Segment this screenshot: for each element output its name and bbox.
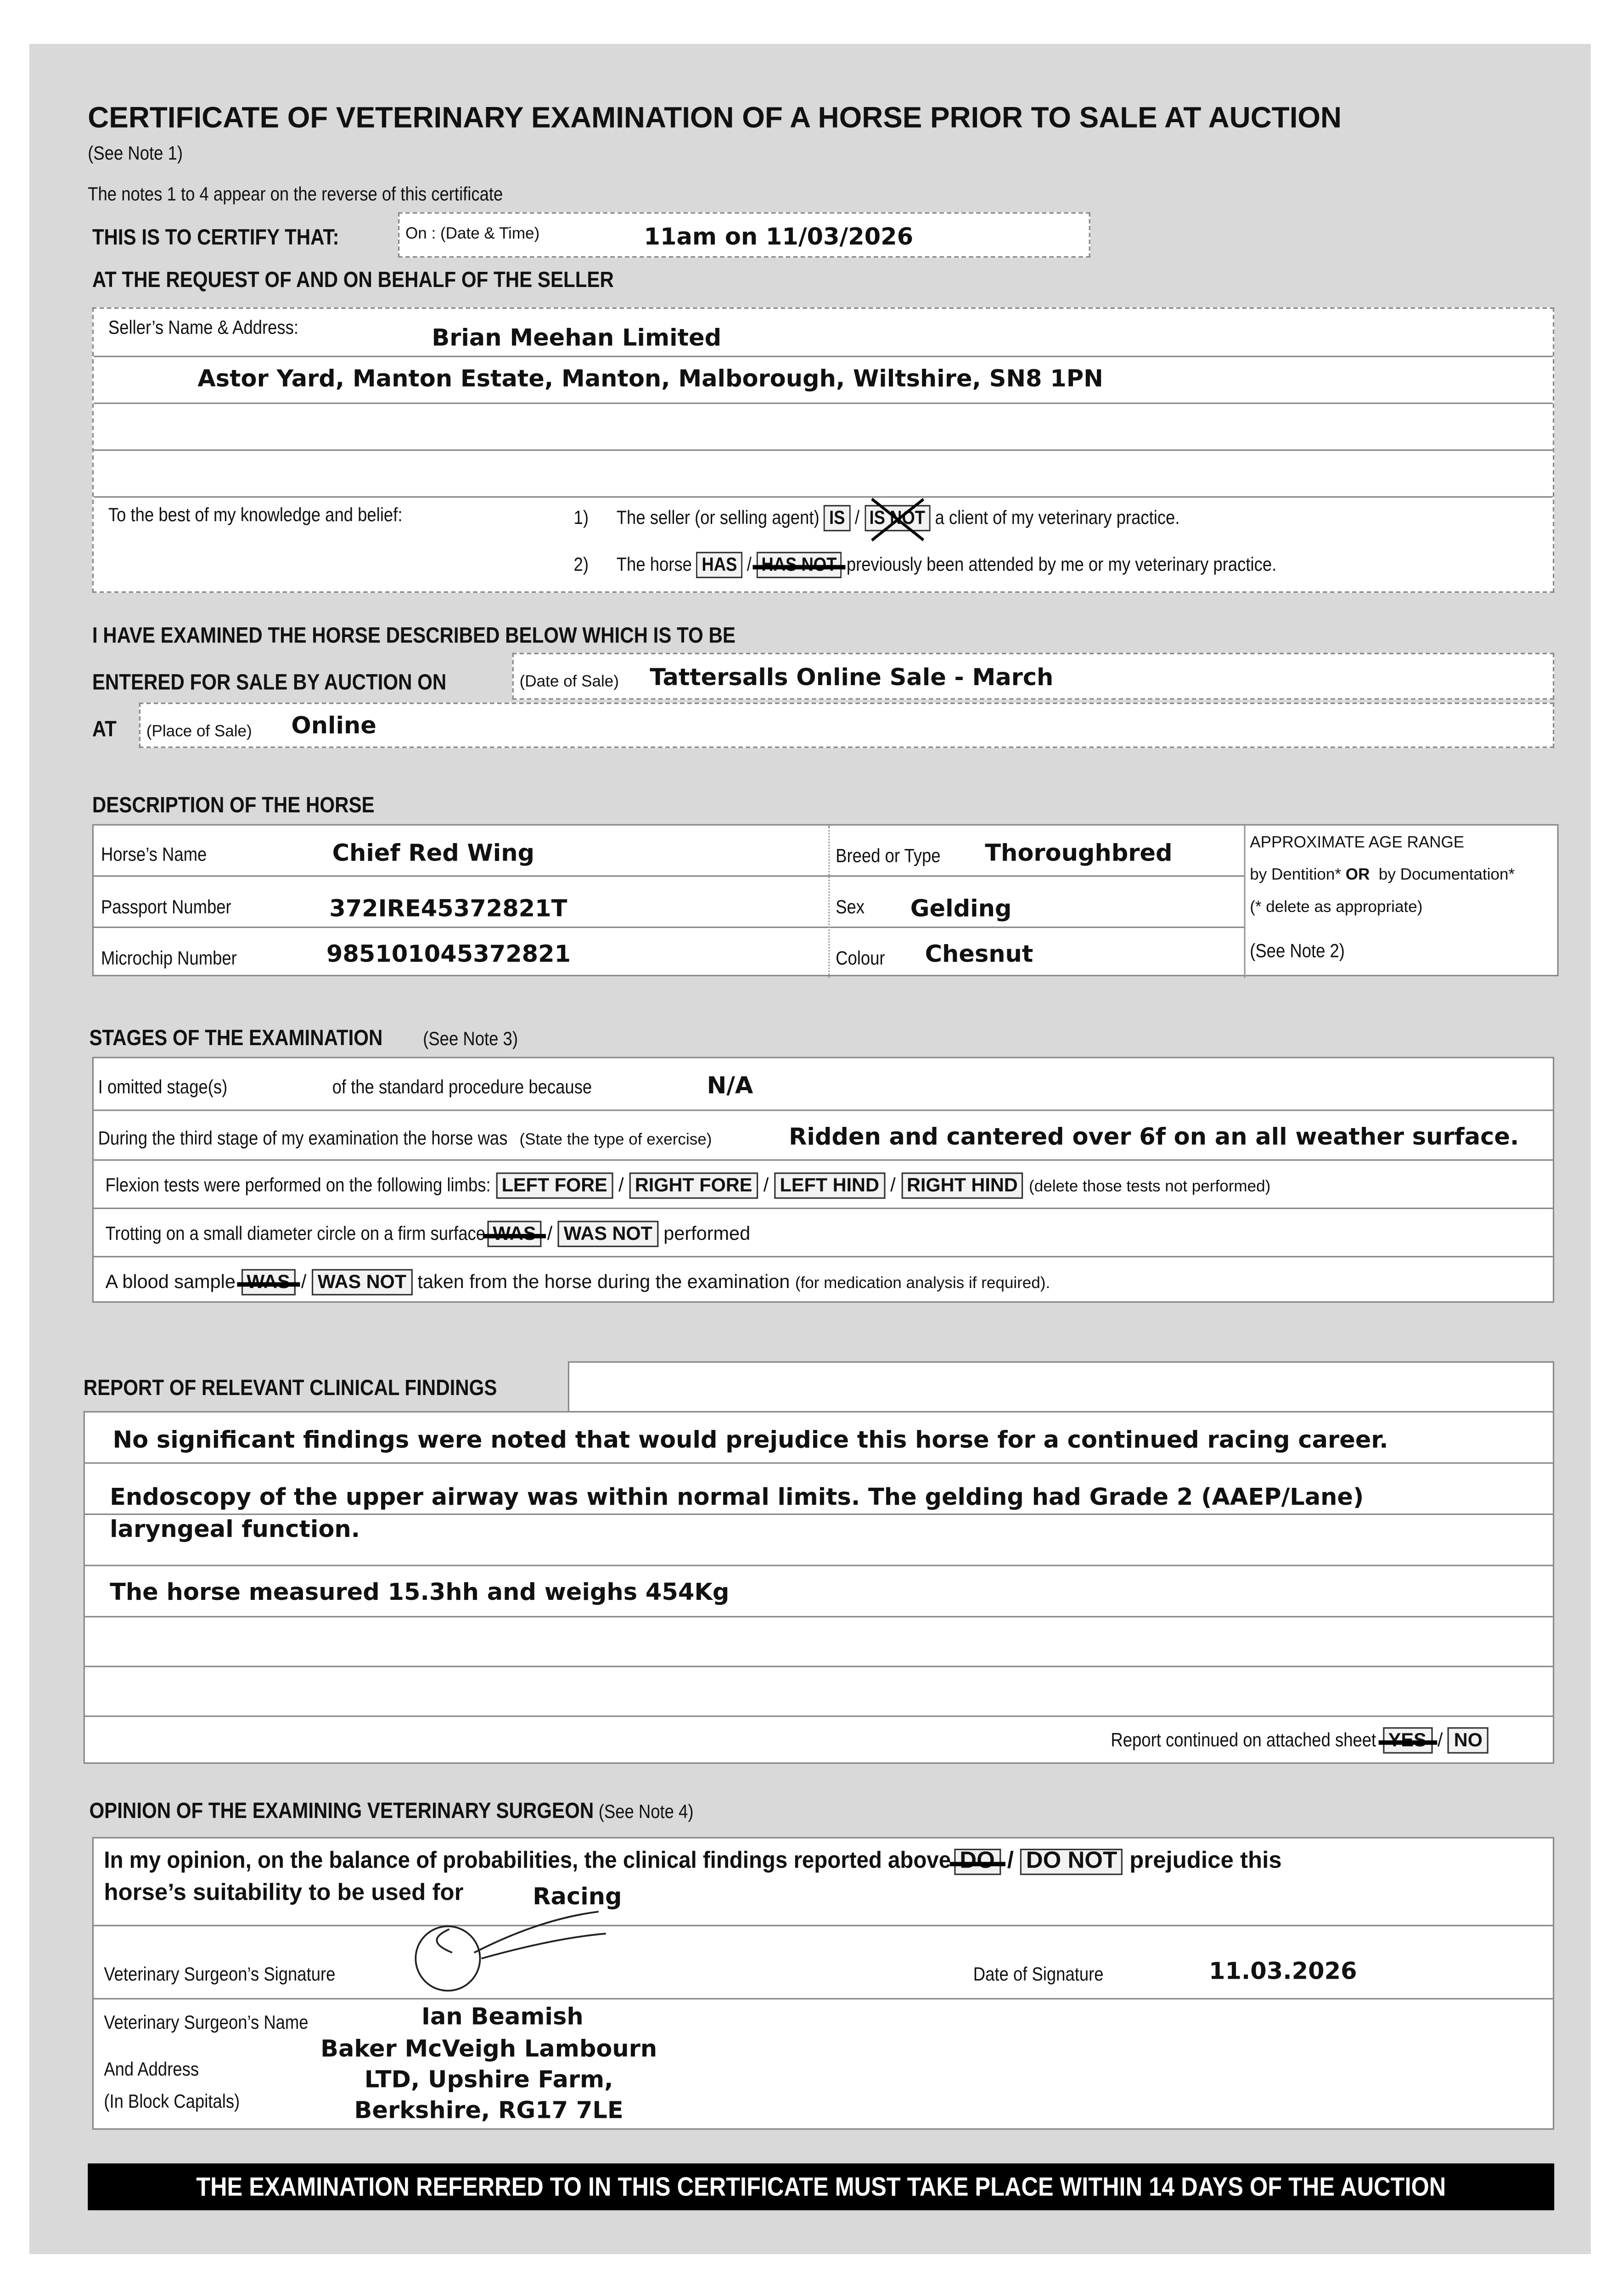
blood-sample-row: A blood sample WAS / WAS NOT taken from the horse during the examination (for medication analysis if required). <box>106 1269 1050 1295</box>
omitted-reason-label: of the standard procedure because <box>332 1075 592 1098</box>
option-is[interactable]: IS <box>824 505 850 531</box>
signature-label: Veterinary Surgeon’s Signature <box>104 1963 336 1985</box>
belief-statement-1: 1) The seller (or selling agent) IS / IS NOT a client of my veterinary practice. <box>574 505 1180 531</box>
continued-no[interactable]: NO <box>1448 1727 1488 1753</box>
place-of-sale-label: (Place of Sale) <box>146 723 252 741</box>
sex-label: Sex <box>836 895 865 918</box>
date-of-signature-label: Date of Signature <box>973 1963 1104 1985</box>
option-is-not-deleted[interactable]: IS NOT <box>864 505 930 531</box>
limb-right-fore[interactable]: RIGHT FORE <box>629 1172 758 1199</box>
opinion-text-2: horse’s suitability to be used for <box>104 1881 464 1906</box>
seller-name[interactable]: Brian Meehan Limited <box>432 323 722 352</box>
sex-value[interactable]: Gelding <box>910 894 1012 923</box>
page-title: CERTIFICATE OF VETERINARY EXAMINATION OF A HORSE PRIOR TO SALE AT AUCTION <box>88 102 1342 135</box>
opinion-do-not[interactable]: DO NOT <box>1020 1849 1123 1875</box>
flexion-row: Flexion tests were performed on the following limbs: LEFT FORE / RIGHT FORE / LEFT HIND / RIGHT HIND (delete those tests not performed) <box>106 1172 1271 1199</box>
seller-address[interactable]: Astor Yard, Manton Estate, Manton, Malborough, Wiltshire, SN8 1PN <box>197 364 1103 393</box>
request-heading: AT THE REQUEST OF AND ON BEHALF OF THE SELLER <box>92 268 614 293</box>
place-of-sale-value: Online <box>291 711 376 739</box>
block-capitals-label: (In Block Capitals) <box>104 2090 240 2112</box>
passport-label: Passport Number <box>101 895 231 918</box>
vet-address-value[interactable]: Baker McVeigh Lambourn LTD, Upshire Farm, Berkshire, RG17 7LE <box>320 2034 657 2124</box>
date-time-field[interactable] <box>398 212 1090 258</box>
address-label: And Address <box>104 2058 199 2080</box>
opinion-purpose[interactable]: Racing <box>533 1882 622 1910</box>
continued-yes-deleted[interactable]: YES <box>1382 1727 1432 1753</box>
limb-right-hind[interactable]: RIGHT HIND <box>901 1172 1023 1199</box>
place-of-sale-field[interactable] <box>139 703 1554 748</box>
signature-image <box>393 1897 613 1999</box>
report-header-box <box>568 1361 1554 1412</box>
omitted-value[interactable]: N/A <box>707 1071 753 1099</box>
date-time-label: On : (Date & Time) <box>405 225 540 243</box>
opinion-text: In my opinion, on the balance of probabilities, the clinical findings reported above DO / DO NOT prejudice this <box>104 1849 1281 1875</box>
date-of-sale-field[interactable] <box>512 653 1555 700</box>
report-line-3: laryngeal function. <box>110 1515 360 1543</box>
age-range-heading: APPROXIMATE AGE RANGE <box>1250 834 1465 852</box>
footer-banner <box>88 2163 1554 2210</box>
seller-label: Seller’s Name & Address: <box>108 316 299 338</box>
report-line-1: No significant findings were noted that would prejudice this horse for a continued racing career. <box>112 1425 1388 1454</box>
report-continued: Report continued on attached sheet YES / NO <box>1111 1727 1488 1753</box>
opinion-heading: OPINION OF THE EXAMINING VETERINARY SURGEON (See Note 4) <box>89 1799 693 1824</box>
date-of-signature-value[interactable]: 11.03.2026 <box>1208 1957 1357 1985</box>
notes-text: The notes 1 to 4 appear on the reverse of this certificate <box>88 183 503 205</box>
see-note-2: (See Note 2) <box>1250 940 1345 962</box>
stages-heading: STAGES OF THE EXAMINATION (See Note 3) <box>89 1026 518 1051</box>
horse-description-table <box>92 824 1559 977</box>
option-has-not-deleted[interactable]: HAS NOT <box>756 552 842 578</box>
seller-section <box>92 307 1554 593</box>
limb-left-fore[interactable]: LEFT FORE <box>496 1172 613 1199</box>
colour-value[interactable]: Chesnut <box>925 940 1033 968</box>
third-stage-label: During the third stage of my examination the horse was (State the type of exercise) <box>98 1127 712 1149</box>
date-time-value: 11am on 11/03/2026 <box>644 222 914 251</box>
certify-label: THIS IS TO CERTIFY THAT: <box>92 225 339 251</box>
microchip-label: Microchip Number <box>101 947 237 969</box>
examined-heading: I HAVE EXAMINED THE HORSE DESCRIBED BELOW WHICH IS TO BE <box>92 623 736 649</box>
omitted-label: I omitted stage(s) <box>98 1075 228 1098</box>
colour-label: Colour <box>836 947 885 969</box>
report-line-2: Endoscopy of the upper airway was within normal limits. The gelding had Grade 2 (AAEP/Lane) <box>110 1483 1364 1511</box>
passport-value[interactable]: 372IRE45372821T <box>329 894 567 923</box>
belief-label: To the best of my knowledge and belief: <box>108 503 403 526</box>
blood-was-not[interactable]: WAS NOT <box>312 1269 412 1295</box>
microchip-value[interactable]: 985101045372821 <box>326 940 571 968</box>
trotting-row: Trotting on a small diameter circle on a firm surface WAS / WAS NOT performed <box>106 1221 751 1247</box>
belief-statement-2: 2) The horse HAS / HAS NOT previously been attended by me or my veterinary practice. <box>574 552 1277 578</box>
date-of-sale-label: (Date of Sale) <box>519 673 619 691</box>
at-label: AT <box>92 717 117 743</box>
option-has[interactable]: HAS <box>696 552 742 578</box>
breed-label: Breed or Type <box>836 844 941 867</box>
blood-was-deleted[interactable]: WAS <box>241 1269 296 1295</box>
vet-name-value[interactable]: Ian Beamish <box>421 2002 584 2031</box>
opinion-section <box>92 1837 1554 2130</box>
sale-heading: ENTERED FOR SALE BY AUCTION ON <box>92 670 447 696</box>
trot-was-deleted[interactable]: WAS <box>487 1221 542 1247</box>
trot-was-not[interactable]: WAS NOT <box>558 1221 658 1247</box>
breed-value[interactable]: Thoroughbred <box>985 838 1173 867</box>
age-range-method: by Dentition* OR by Documentation* <box>1250 867 1515 884</box>
third-stage-value[interactable]: Ridden and cantered over 6f on an all weather surface. <box>789 1122 1519 1151</box>
report-section[interactable] <box>84 1411 1555 1764</box>
limb-left-hind[interactable]: LEFT HIND <box>774 1172 885 1199</box>
report-heading: REPORT OF RELEVANT CLINICAL FINDINGS <box>83 1376 497 1401</box>
vet-name-label: Veterinary Surgeon’s Name <box>104 2011 309 2033</box>
date-of-sale-value: Tattersalls Online Sale - March <box>650 663 1054 691</box>
horse-name-label: Horse’s Name <box>101 843 207 865</box>
opinion-do-deleted[interactable]: DO <box>954 1849 1001 1875</box>
description-heading: DESCRIPTION OF THE HORSE <box>92 793 375 818</box>
see-note-1: (See Note 1) <box>88 142 183 164</box>
footer-text: THE EXAMINATION REFERRED TO IN THIS CERTIFICATE MUST TAKE PLACE WITHIN 14 DAYS OF THE AUCTION <box>196 2172 1446 2202</box>
stages-section <box>92 1057 1554 1303</box>
report-line-4: The horse measured 15.3hh and weighs 454Kg <box>110 1578 730 1606</box>
age-delete-note: (* delete as appropriate) <box>1250 899 1423 917</box>
horse-name-value[interactable]: Chief Red Wing <box>332 838 535 867</box>
